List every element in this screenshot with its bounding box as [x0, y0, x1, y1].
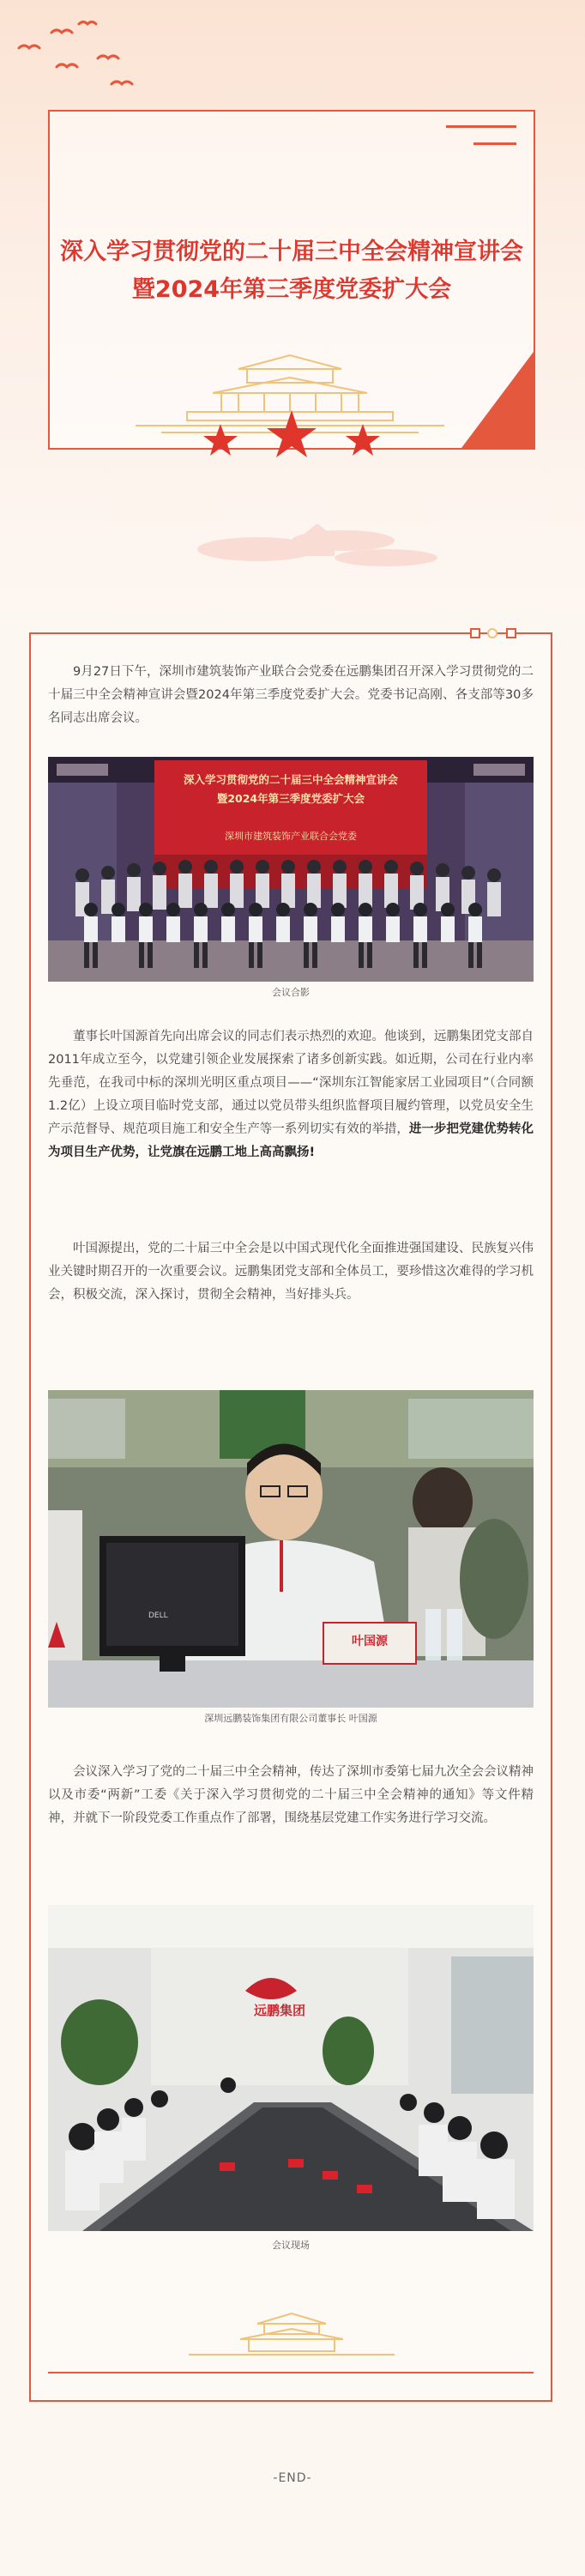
speaker-photo	[48, 1390, 534, 1708]
title-line-2: 暨2024年第三季度党委扩大会	[131, 276, 452, 303]
paragraph-chairman-text: 董事长叶国源首先向出席会议的同志们表示热烈的欢迎。他谈到，远鹏集团党支部自2011年成立至今，以党建引领企业发展探索了诸多创新实践。如近期，公司在行业内率先垂范，在我司中标的深圳光明区重点项目——“深圳东江智能家居工业园项目”（合同额1.2亿）上设立项目临时党支部，通过以党员带头组织监督项目履约管理，以党员安全生产示范督导、规范项目施工和安全生产等一系列切实有效的举措，	[48, 1030, 534, 1136]
palace-footer-illustration	[172, 2308, 412, 2360]
speaker-photo-illustration	[48, 1390, 534, 1708]
star-icon	[267, 410, 317, 457]
photo-banner-text	[154, 771, 427, 808]
banner-org: 深圳市建筑装饰产业联合会党委	[225, 831, 357, 842]
hero-banner	[0, 0, 585, 626]
paragraph-chairman	[48, 1025, 534, 1164]
red-stars	[189, 403, 395, 481]
bottom-divider	[48, 2372, 534, 2373]
meeting-photo-caption: 会议现场	[272, 2240, 310, 2251]
banner-line-2: 暨2024年第三季度党委扩大会	[216, 792, 365, 805]
title-frame	[48, 110, 535, 450]
paragraph-plenum: 叶国源提出，党的二十届三中全会是以中国式现代化全面推进强国建设、民族复兴伟业关键时期召开的一次重要会议。远鹏集团党支部和全体员工，要珍惜这次难得的学习机会，积极交流，深入探讨，贯彻全会精神，当好排头兵。	[48, 1242, 534, 1302]
cloud-decoration	[189, 506, 446, 584]
card-tab-circle	[487, 628, 498, 638]
paragraph-intro: 9月27日下午，深圳市建筑装饰产业联合会党委在远鹏集团召开深入学习贯彻党的二十届三中全会精神宣讲会暨2024年第三季度党委扩大会。党委书记高刚、各支部等30多名同志出席会议。	[48, 665, 534, 725]
card-tab-square	[506, 628, 516, 638]
card-tab-square	[470, 628, 480, 638]
photo-caption: 会议合影	[272, 987, 310, 998]
birds-decoration	[15, 12, 144, 98]
speaker-photo-caption: 深圳远鹏装饰集团有限公司董事长 叶国源	[204, 1713, 377, 1724]
corner-triangle	[461, 352, 534, 448]
title-deco-line	[446, 125, 516, 128]
meeting-photo	[48, 1905, 534, 2231]
star-icon	[203, 424, 238, 456]
end-marker: -END-	[273, 2471, 312, 2485]
monitor-brand: DELL	[148, 1612, 168, 1620]
banner-line-1: 深入学习贯彻党的二十届三中全会精神宣讲会	[183, 773, 398, 786]
meeting-photo-illustration	[48, 1905, 534, 2231]
nameplate: 叶国源	[352, 1635, 388, 1648]
title-line-1: 深入学习贯彻党的二十届三中全会精神宣讲会	[60, 239, 523, 265]
star-icon	[346, 424, 380, 456]
group-photo	[48, 757, 534, 982]
paragraph-chairman-highlight: 进一步把党建优势转化为项目生产优势，让党旗在远鹏工地上高高飘扬!	[48, 1122, 534, 1159]
wall-logo: 远鹏集团	[253, 2003, 305, 2018]
paragraph-study: 会议深入学习了党的二十届三中全会精神，传达了深圳市委第七届九次全会会议精神以及市委“两新”工委《关于深入学习贯彻党的二十届三中全会精神的通知》等文件精神，并就下一阶段党委工作重点作了部署，围绕基层党建工作实务进行学习交流。	[48, 1765, 534, 1825]
title-deco-line	[473, 142, 516, 145]
page-title	[50, 233, 534, 309]
